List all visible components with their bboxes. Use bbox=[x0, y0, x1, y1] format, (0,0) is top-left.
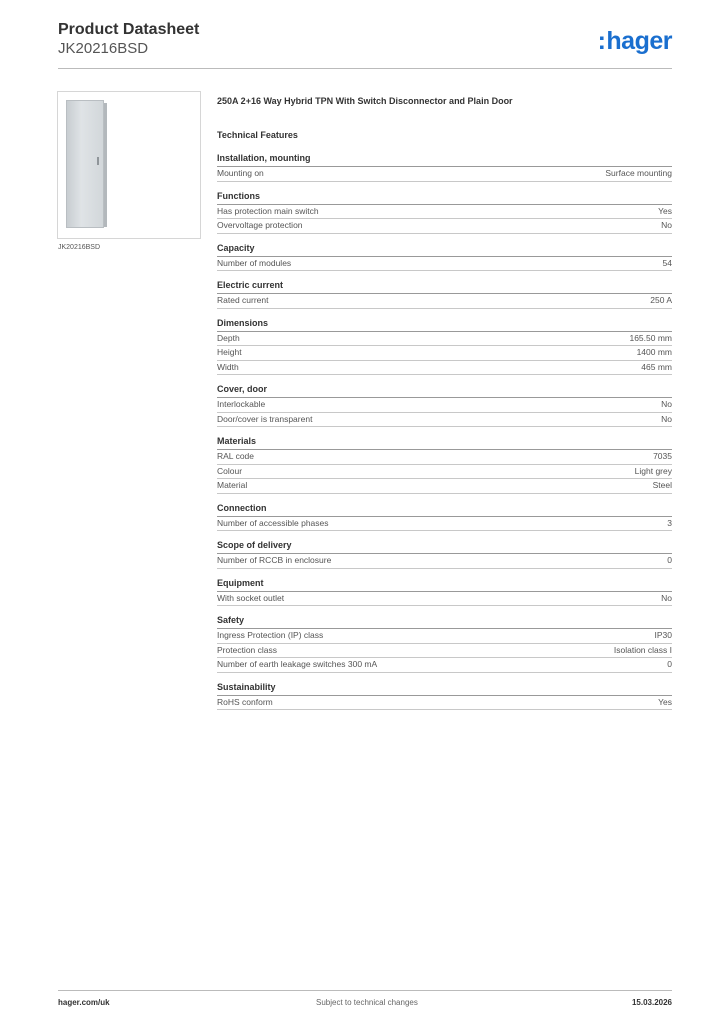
spec-group bbox=[217, 503, 672, 532]
spec-group-title: Electric current bbox=[217, 280, 672, 294]
spec-group-title: Scope of delivery bbox=[217, 540, 672, 554]
spec-row bbox=[217, 413, 672, 428]
product-image-caption: JK20216BSD bbox=[58, 244, 101, 251]
spec-group-title: Cover, door bbox=[217, 384, 672, 398]
spec-label: With socket outlet bbox=[217, 592, 285, 603]
spec-row bbox=[217, 644, 672, 659]
spec-group-title: Capacity bbox=[217, 243, 672, 257]
spec-label: Door/cover is transparent bbox=[217, 413, 313, 424]
enclosure-cabinet-image bbox=[66, 100, 104, 228]
cabinet-lock-icon bbox=[97, 157, 99, 165]
spec-value: 465 mm bbox=[641, 361, 672, 372]
spec-label: Number of accessible phases bbox=[217, 517, 329, 528]
spec-value: Isolation class I bbox=[613, 644, 672, 655]
spec-group-title: Dimensions bbox=[217, 318, 672, 332]
product-image-frame bbox=[57, 91, 201, 239]
cabinet-side-edge bbox=[104, 103, 107, 227]
spec-label: RAL code bbox=[217, 451, 255, 461]
spec-row bbox=[217, 294, 672, 309]
footer-website: hager.com/uk bbox=[58, 998, 110, 1007]
spec-group bbox=[217, 682, 672, 711]
spec-label: Has protection main switch bbox=[217, 205, 319, 216]
spec-value: 3 bbox=[667, 517, 672, 528]
spec-row bbox=[217, 696, 672, 711]
spec-group-title: Installation, mounting bbox=[217, 153, 672, 167]
spec-label: Mounting on bbox=[217, 168, 264, 178]
spec-row bbox=[217, 332, 672, 347]
spec-group bbox=[217, 384, 672, 427]
spec-row bbox=[217, 205, 672, 220]
spec-value: 54 bbox=[662, 257, 672, 268]
product-name: 250A 2+16 Way Hybrid TPN With Switch Disconnector and Plain Door bbox=[217, 96, 513, 106]
spec-label: Depth bbox=[217, 332, 240, 343]
spec-group bbox=[217, 153, 672, 182]
spec-row bbox=[217, 465, 672, 480]
spec-group-title: Sustainability bbox=[217, 682, 672, 696]
technical-features-title: Technical Features bbox=[217, 130, 298, 140]
spec-row bbox=[217, 658, 672, 673]
spec-label: Overvoltage protection bbox=[217, 220, 303, 230]
spec-label: RoHS conform bbox=[217, 696, 273, 707]
spec-row bbox=[217, 479, 672, 494]
page-title: Product Datasheet bbox=[58, 21, 200, 38]
spec-label: Material bbox=[217, 480, 248, 490]
spec-label: Colour bbox=[217, 465, 243, 476]
spec-group bbox=[217, 615, 672, 673]
spec-value: Surface mounting bbox=[605, 168, 672, 178]
spec-label: Ingress Protection (IP) class bbox=[217, 630, 324, 640]
spec-group-title: Materials bbox=[217, 436, 672, 450]
spec-value: No bbox=[661, 220, 672, 230]
spec-label: Rated current bbox=[217, 295, 269, 305]
spec-value: Yes bbox=[658, 205, 672, 216]
footer-date: 15.03.2026 bbox=[631, 998, 672, 1007]
spec-value: No bbox=[661, 592, 672, 603]
spec-row bbox=[217, 167, 672, 182]
spec-value: Steel bbox=[652, 480, 672, 490]
spec-group-title: Functions bbox=[217, 191, 672, 205]
spec-value: 165.50 mm bbox=[629, 332, 672, 343]
logo-mark-icon: : bbox=[597, 27, 606, 55]
spec-value: No bbox=[661, 399, 672, 409]
spec-value: Light grey bbox=[634, 465, 672, 476]
spec-value: 0 bbox=[667, 659, 672, 669]
spec-row bbox=[217, 257, 672, 272]
footer-note: Subject to technical changes bbox=[316, 998, 418, 1007]
header-divider bbox=[58, 68, 672, 69]
spec-group bbox=[217, 578, 672, 607]
spec-label: Number of RCCB in enclosure bbox=[217, 555, 332, 565]
spec-row bbox=[217, 219, 672, 234]
spec-value: No bbox=[661, 413, 672, 424]
spec-group bbox=[217, 436, 672, 494]
spec-value: IP30 bbox=[654, 630, 672, 640]
spec-value: 1400 mm bbox=[636, 347, 672, 357]
spec-label: Interlockable bbox=[217, 399, 266, 409]
spec-group bbox=[217, 243, 672, 272]
spec-row bbox=[217, 592, 672, 607]
spec-group bbox=[217, 280, 672, 309]
spec-row bbox=[217, 629, 672, 644]
spec-row bbox=[217, 346, 672, 361]
spec-row bbox=[217, 398, 672, 413]
logo-text: hager bbox=[606, 27, 672, 55]
spec-label: Number of earth leakage switches 300 mA bbox=[217, 659, 378, 669]
spec-value: 7035 bbox=[653, 451, 672, 461]
spec-value: Yes bbox=[658, 696, 672, 707]
spec-row bbox=[217, 450, 672, 465]
spec-row bbox=[217, 554, 672, 569]
spec-group bbox=[217, 318, 672, 376]
spec-content bbox=[217, 96, 672, 719]
spec-group bbox=[217, 540, 672, 569]
spec-label: Number of modules bbox=[217, 257, 292, 268]
spec-group-title: Equipment bbox=[217, 578, 672, 592]
spec-value: 0 bbox=[667, 555, 672, 565]
spec-label: Height bbox=[217, 347, 242, 357]
spec-value: 250 A bbox=[650, 295, 672, 305]
spec-group-title: Safety bbox=[217, 615, 672, 629]
spec-row bbox=[217, 517, 672, 532]
spec-row bbox=[217, 361, 672, 376]
spec-group-title: Connection bbox=[217, 503, 672, 517]
product-code-heading: JK20216BSD bbox=[58, 40, 149, 57]
spec-groups bbox=[217, 153, 672, 710]
spec-label: Protection class bbox=[217, 644, 277, 655]
footer-divider bbox=[58, 990, 672, 991]
spec-group bbox=[217, 191, 672, 234]
spec-label: Width bbox=[217, 361, 239, 372]
brand-logo bbox=[598, 27, 672, 56]
